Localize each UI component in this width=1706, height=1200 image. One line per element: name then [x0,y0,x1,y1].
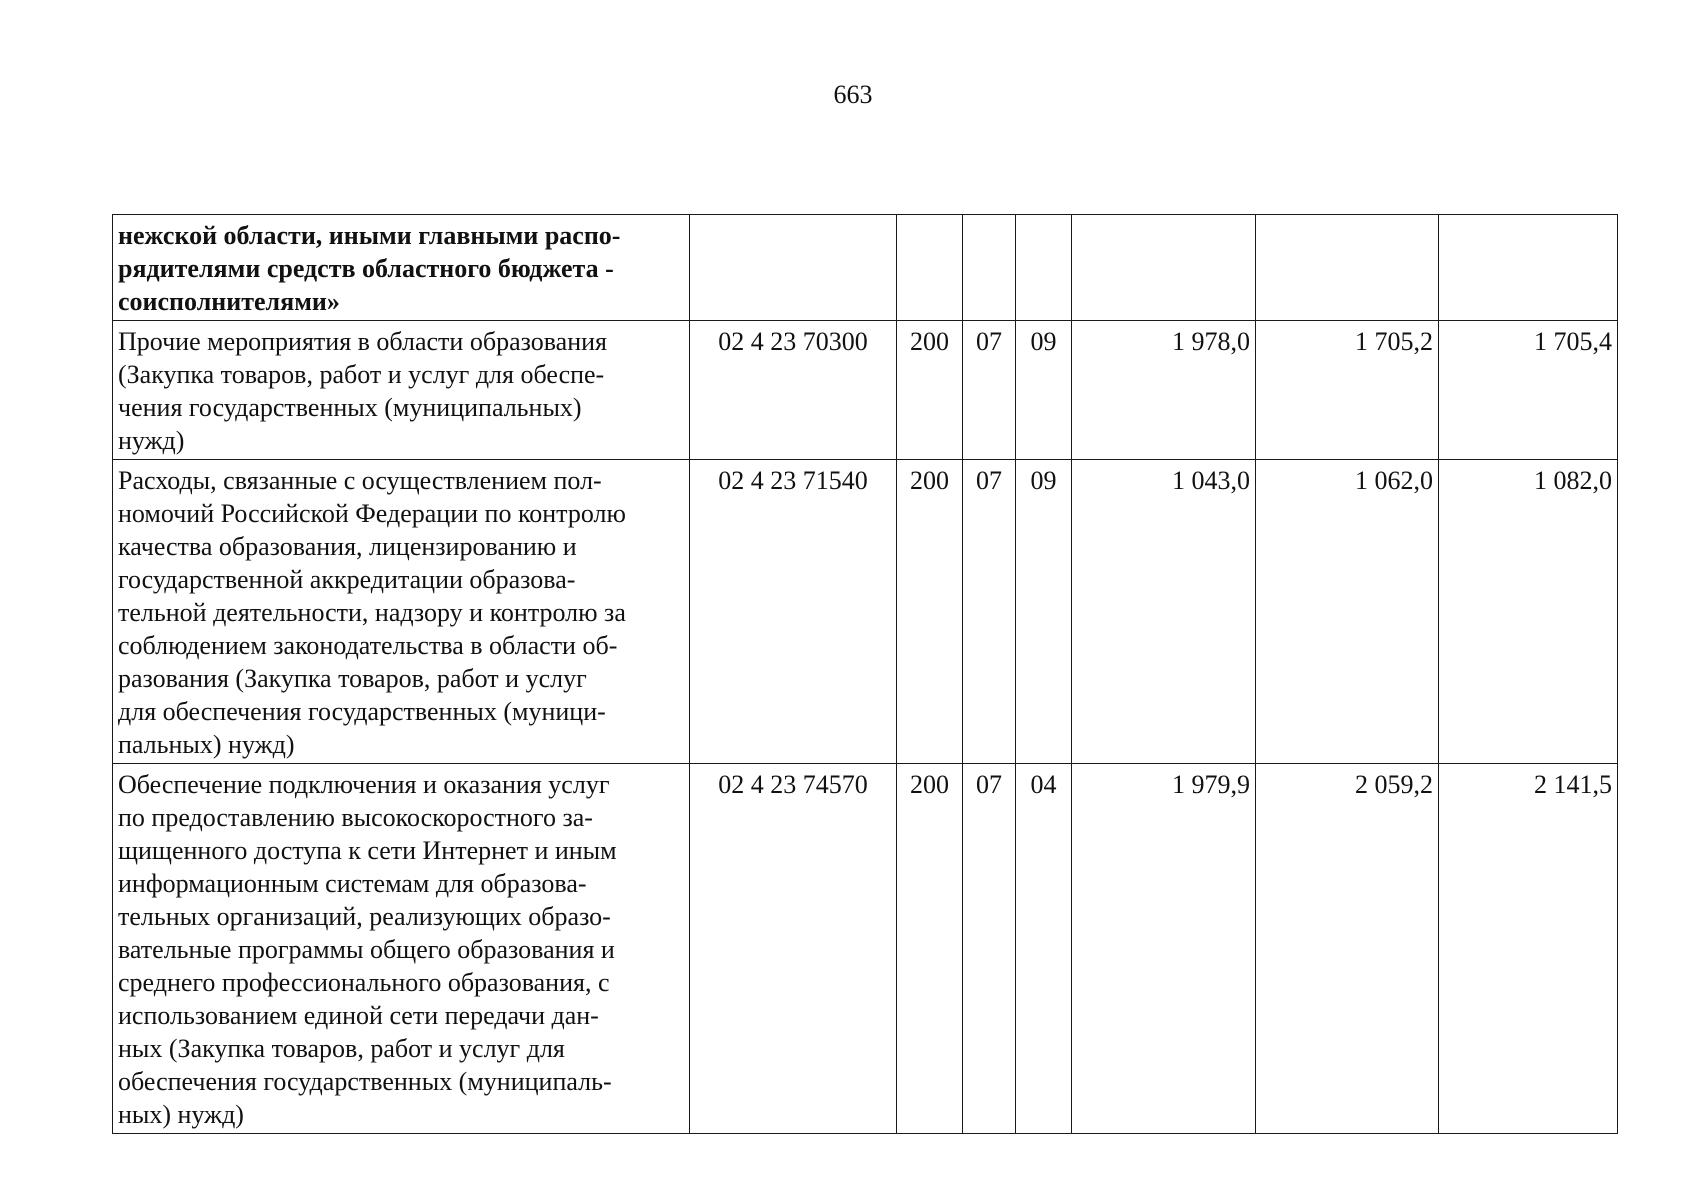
name-line: чения государственных (муниципальных) [118,393,582,422]
name-line: вательные программы общего образования и [118,935,615,964]
amount-year-3: 1 082,0 [1439,460,1618,764]
amount-year-1: 1 979,9 [1072,764,1256,1134]
section-code: 07 [963,321,1016,460]
name-line: соисполнителями» [118,287,340,316]
name-line: Прочие мероприятия в области образования [118,327,607,356]
subsection-code: 09 [1016,460,1072,764]
target-article-code: 02 4 23 70300 [690,321,897,460]
name-line: для обеспечения государственных (муници- [118,697,606,726]
empty-cell [963,215,1016,321]
continuation-cell [113,215,690,321]
target-article-code: 02 4 23 71540 [690,460,897,764]
expense-type-code: 200 [897,460,963,764]
name-line: номочий Российской Федерации по контролю [118,499,626,528]
name-line: рядителями средств областного бюджета - [118,254,614,283]
name-line: щищенного доступа к сети Интернет и иным [118,836,617,865]
name-line: Обеспечение подключения и оказания услуг [118,770,610,799]
name-line: нежской области, иными главными распо- [118,221,621,250]
name-line: тельных организаций, реализующих образо- [118,902,611,931]
expense-type-code: 200 [897,321,963,460]
name-line: разования (Закупка товаров, работ и услуг [118,664,587,693]
name-line: (Закупка товаров, работ и услуг для обеспе- [118,360,605,389]
section-code: 07 [963,764,1016,1134]
amount-year-2: 2 059,2 [1256,764,1439,1134]
amount-year-1: 1 043,0 [1072,460,1256,764]
empty-cell [1439,215,1618,321]
table-row [113,460,1618,764]
target-article-code: 02 4 23 74570 [690,764,897,1134]
amount-year-3: 2 141,5 [1439,764,1618,1134]
name-line: среднего профессионального образования, с [118,968,610,997]
name-line: качества образования, лицензированию и [118,532,577,561]
amount-year-3: 1 705,4 [1439,321,1618,460]
expense-type-code: 200 [897,764,963,1134]
name-line: ных) нужд) [118,1100,244,1129]
name-line: Расходы, связанные с осуществлением пол- [118,466,602,495]
name-line: государственной аккредитации образова- [118,565,576,594]
amount-year-1: 1 978,0 [1072,321,1256,460]
name-line: по предоставлению высокоскоростного за- [118,803,593,832]
empty-cell [1016,215,1072,321]
subsection-code: 04 [1016,764,1072,1134]
empty-cell [1256,215,1439,321]
name-line: нужд) [118,426,185,455]
table-row [113,764,1618,1134]
table-row [113,321,1618,460]
subsection-code: 09 [1016,321,1072,460]
section-code: 07 [963,460,1016,764]
amount-year-2: 1 062,0 [1256,460,1439,764]
page-number: 663 [833,80,873,109]
empty-cell [1072,215,1256,321]
name-line: соблюдением законодательства в области об- [118,631,618,660]
amount-year-2: 1 705,2 [1256,321,1439,460]
name-line: тельной деятельности, надзору и контролю за [118,598,626,627]
name-line: обеспечения государственных (муниципаль- [118,1067,612,1096]
name-line: пальных) нужд) [118,730,295,759]
expense-name-cell [113,764,690,1134]
name-line: информационным системам для образова- [118,869,587,898]
table-row [113,215,1618,321]
name-line: использованием единой сети передачи дан- [118,1001,599,1030]
budget-table [112,214,1618,1134]
expense-name-cell [113,321,690,460]
empty-cell [897,215,963,321]
expense-name-cell [113,460,690,764]
name-line: ных (Закупка товаров, работ и услуг для [118,1034,565,1063]
empty-cell [690,215,897,321]
